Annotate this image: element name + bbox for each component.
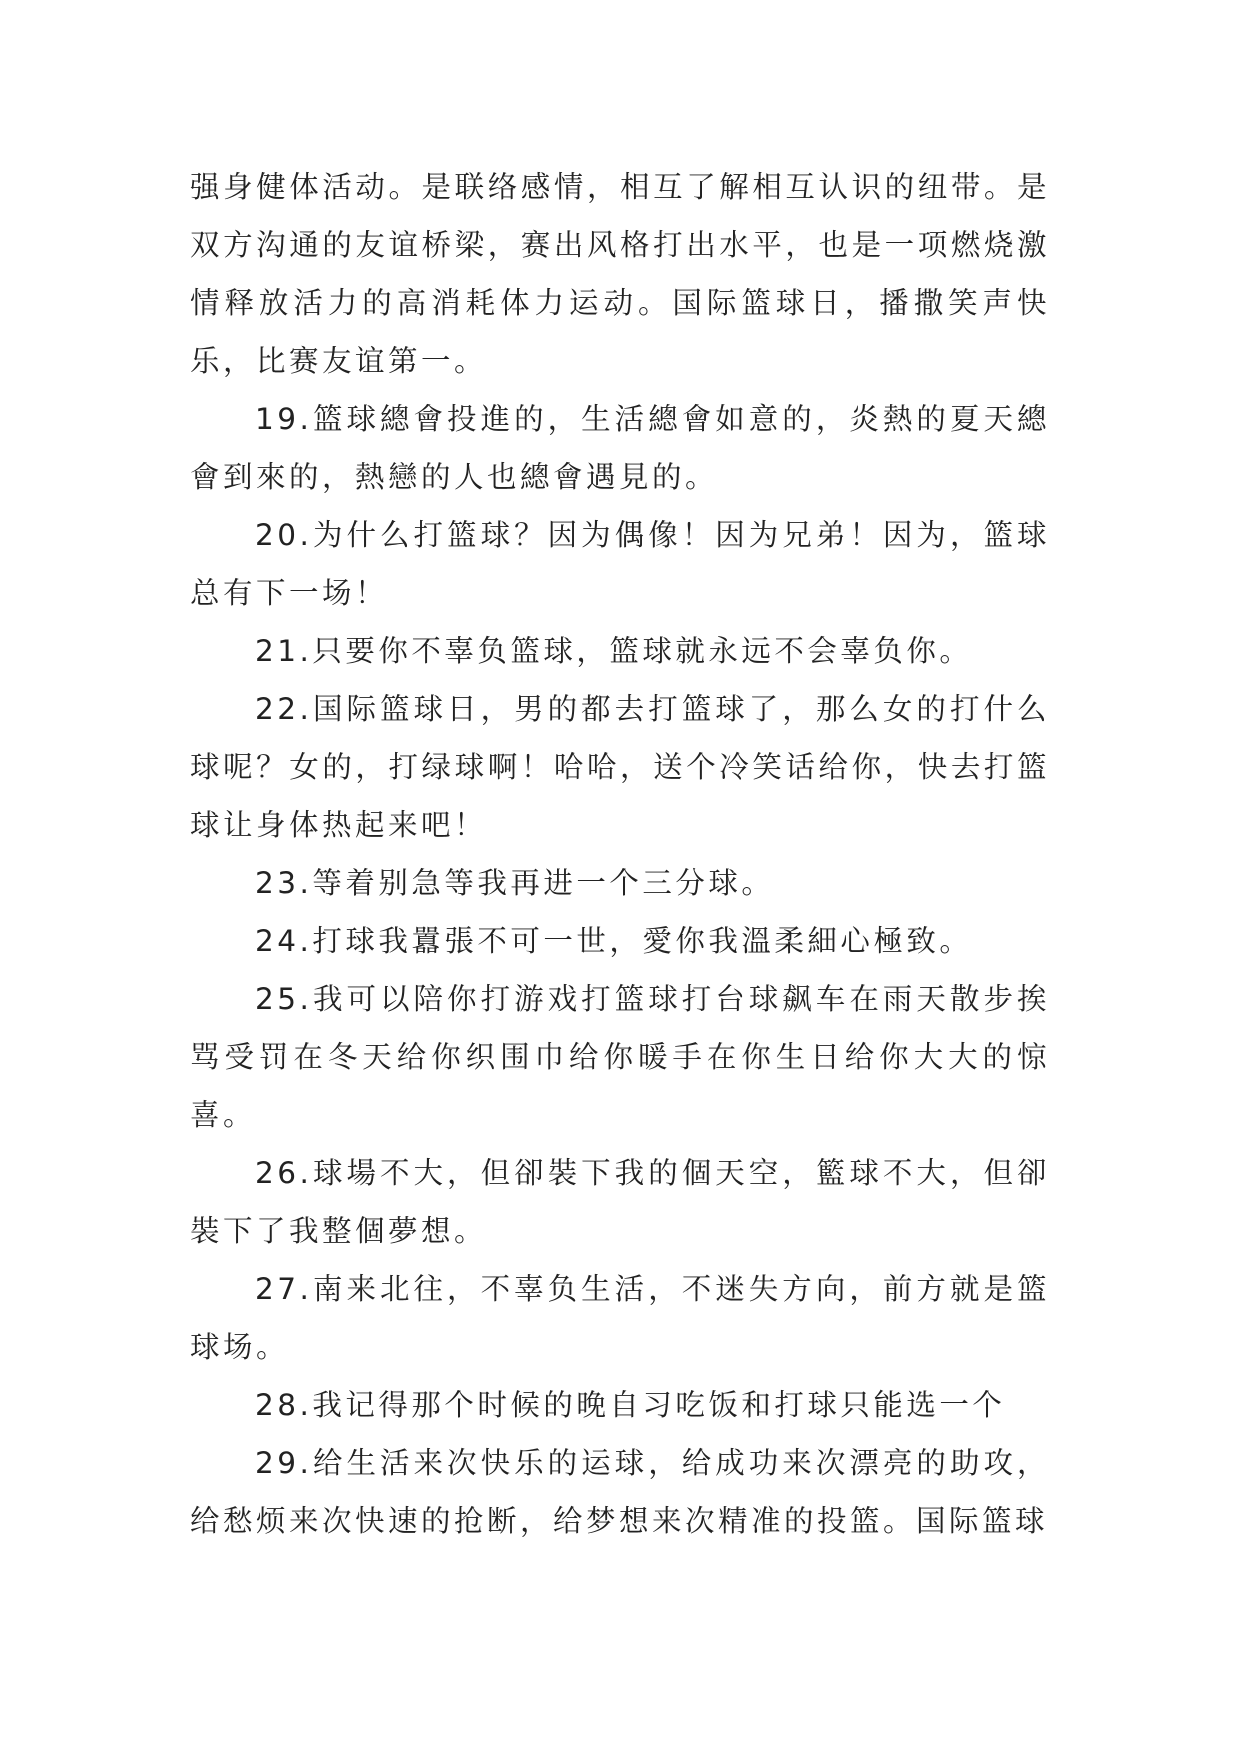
paragraph-item-20: 20.为什么打篮球？因为偶像！因为兄弟！因为，篮球总有下一场！ xyxy=(190,518,1050,610)
paragraph-item-27: 27.南来北往，不辜负生活，不迷失方向，前方就是篮球场。 xyxy=(190,1272,1050,1364)
paragraph-item-25: 25.我可以陪你打游戏打篮球打台球飙车在雨天散步挨骂受罚在冬天给你织围巾给你暖手在你生日给你大大的惊喜。 xyxy=(190,982,1050,1132)
paragraph-item-28: 28.我记得那个时候的晚自习吃饭和打球只能选一个 xyxy=(255,1388,1006,1422)
paragraph-item-23: 23.等着别急等我再进一个三分球。 xyxy=(255,866,775,900)
paragraph-item-24: 24.打球我囂張不可一世，愛你我溫柔細心極致。 xyxy=(255,924,973,958)
paragraph-item-21: 21.只要你不辜负篮球，篮球就永远不会辜负你。 xyxy=(255,634,973,668)
paragraph-item-19: 19.篮球總會投進的，生活總會如意的，炎熱的夏天總會到來的，熱戀的人也總會遇見的。 xyxy=(190,402,1050,494)
document-page xyxy=(190,158,1050,1550)
paragraph-item-22: 22.国际篮球日，男的都去打篮球了，那么女的打什么球呢？女的，打绿球啊！哈哈，送个冷笑话给你，快去打篮球让身体热起来吧！ xyxy=(190,692,1050,842)
paragraph-continuation: 强身健体活动。是联络感情，相互了解相互认识的纽带。是双方沟通的友谊桥梁，赛出风格打出水平，也是一项燃烧激情释放活力的高消耗体力运动。国际篮球日，播撒笑声快乐，比赛友谊第一。 xyxy=(190,170,1050,378)
paragraph-item-26: 26.球場不大，但卻裝下我的個天空，籃球不大，但卻裝下了我整個夢想。 xyxy=(190,1156,1050,1248)
paragraph-item-29: 29.给生活来次快乐的运球，给成功来次漂亮的助攻，给愁烦来次快速的抢断，给梦想来次精准的投篮。国际篮球 xyxy=(190,1446,1050,1538)
